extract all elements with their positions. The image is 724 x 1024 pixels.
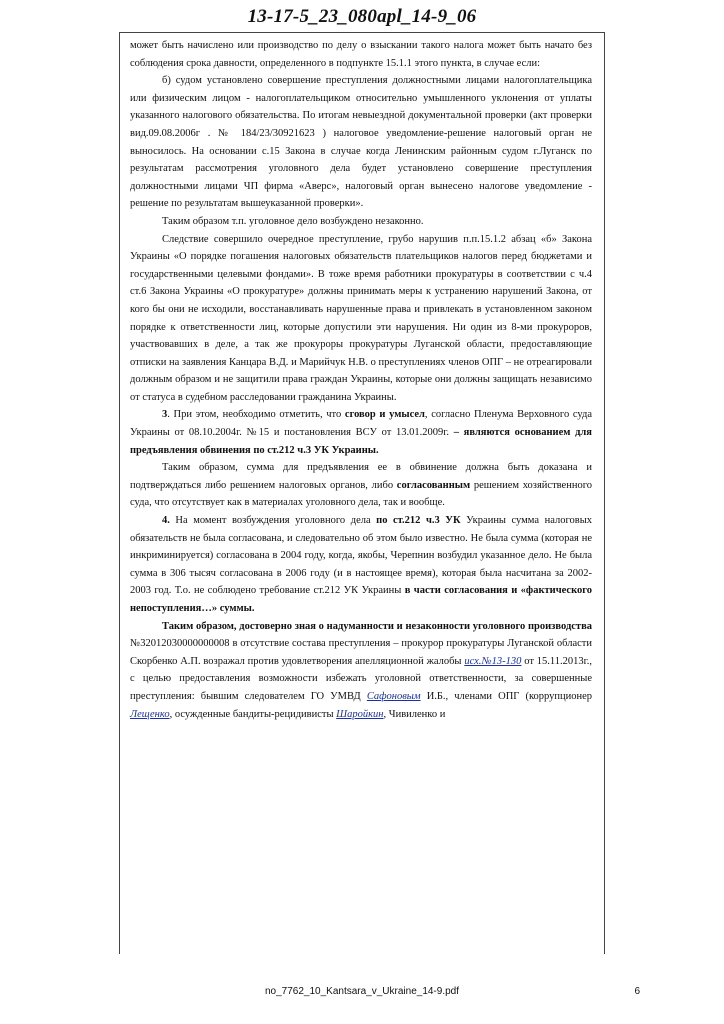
paragraph-4: Следствие совершило очередное преступление, грубо нарушив п.п.15.1.2 абзац «б» Закона Украины «О порядке погашения налоговых обязательств плательщиков налогов перед бюджетами и государственными целевыми фондами». В тоже время работники прокуратуры в соответствии с ч.4 ст.6 Закона Украины «О прокуратуре» должны принимать меры к устранению нарушений Закона, от кого бы они не исходили, восстанавливать нарушенные права и привлекать в установленном законом порядке к ответственности лиц, которые допустили эти нарушения. Ни один из 8-ми прокуроров, участвовавших в деле, а так же прокуроры прокуратуры Луганской области, предоставляющие отписки на заявления Канцара В.Д. и Марийчук Н.В. о преступлениях членов ОПГ – не отреагировали должным образом и не защитили права граждан Украины, которые они должны защищать независимо от статуса в судебном расследовании гражданина Украины. — [130, 233, 592, 403]
paragraph-7-text-b: Украины сумма налоговых обязательств не была согласована, и следовательно об этом было известно. Не была сумма (которая не инкриминируется) согласована в 2004 году, когда, якобы, Черепнин возбудил указанное дело. Не была сумма в 306 тысяч согласована в 2006 году (и в настоящее время), которая была насчитана за 2002-2003 год. Т.о. не соблюдено требование ст.212 УК Украины — [130, 515, 593, 597]
paragraph-6-text-b: решением хозяйственного суда, что отсутствует как в материалах уголовного дела, так и вообще. — [130, 479, 592, 509]
paragraph-8-text-a: №32012030000000008 в отсутствие состава преступления – прокурор прокуратуры Луганской области Скорбенко А.П. возражал против удовлетворения апелляционной жалобы — [130, 638, 592, 667]
paragraph-5-bold-b: – являются основанием для предъявления обвинения по ст.212 ч.3 УК Украины. — [130, 427, 592, 456]
footer-page-number: 6 — [634, 986, 640, 997]
sharoykin-link[interactable]: Шаройкин — [336, 708, 384, 720]
paragraph-5-text-b: , согласно Пленума Верховного суда Украины от 08.10.2004г. №15 и постановления ВСУ от 13.01.2009г. — [130, 409, 592, 439]
paragraph-7-bold-a: по ст.212 ч.3 УК — [376, 515, 461, 527]
outgoing-letter-link[interactable]: исх.№13-130 — [464, 655, 522, 667]
paragraph-6 — [130, 459, 592, 512]
paragraph-8 — [130, 618, 592, 724]
paragraph-3: Таким образом т.п. уголовное дело возбуждено незаконно. — [162, 215, 424, 227]
safonov-link[interactable]: Сафоновым — [366, 690, 421, 702]
document-text-frame — [119, 32, 605, 954]
paragraph-8-text-d: , осужденные бандиты-рецидивисты — [169, 708, 334, 720]
paragraph-6-text-a: Таким образом, сумма для предъявления ее в обвинение должна быть доказана и подтверждаться либо решением налоговых органов, либо — [130, 462, 592, 491]
paragraph-2: б) судом установлено совершение преступления должностными лицами налогоплательщика или физическим лицом - налогоплательщиком относительно умышленного уклонения от уплаты указанного налогового обязательства. По итогам невыездной документальной проверки (акт проверки вид.09.08.2006г . № 184/23/30921623 ) налоговое уведомление-решение налоговый орган не выносилось. На основании с.15 Закона в случае когда Ленинским районным судом г.Луганск по результатам рассмотрения уголовного дела будет установлено совершение преступления должностными лицами ЧП фирма «Аверс», налоговый орган вынесено налогове уведомление - решение по результатам вышеуказанной проверки». — [130, 75, 592, 210]
paragraph-8-text-e: , Чивиленко и — [383, 708, 446, 720]
footer-filename: no_7762_10_Kantsara_v_Ukraine_14-9.pdf — [264, 986, 460, 997]
paragraph-8-text-b: от 15.11.2013г., с целью предоставления возможности избежать уголовной ответственности, за совершенные преступления: бывшим следователем ГО УМВД — [130, 655, 593, 702]
paragraph-7 — [130, 512, 592, 618]
paragraph-8-text-c: И.Б., членами ОПГ (коррупционер — [426, 690, 593, 702]
paragraph-1: может быть начислено или производство по делу о взыскании такого налога может быть начато без соблюдения срока давности, определенного в подпункте 15.1.1 этого пункта, в случае если: — [130, 40, 592, 69]
paragraph-5 — [130, 406, 592, 459]
paragraph-7-bold-b: в части согласования и «фактического непоступления…» суммы. — [130, 585, 592, 614]
document-header-title: 13-17-5_23_080apl_14-9_06 — [247, 6, 477, 27]
paragraph-5-number: 3 — [162, 409, 168, 421]
leshchenko-link[interactable]: Лещенко — [130, 708, 170, 720]
paragraph-7-number: 4. — [162, 515, 170, 527]
paragraph-5-bold-a: сговор и умысел — [344, 409, 425, 421]
paragraph-7-text-a: На момент возбуждения уголовного дела — [175, 515, 371, 527]
paragraph-5-text-a: . При этом, необходимо отметить, что — [167, 409, 342, 421]
paragraph-6-bold: согласованным — [396, 479, 471, 491]
paragraph-8-bold: Таким образом, достоверно зная о надуманности и незаконности уголовного производства — [162, 620, 592, 632]
